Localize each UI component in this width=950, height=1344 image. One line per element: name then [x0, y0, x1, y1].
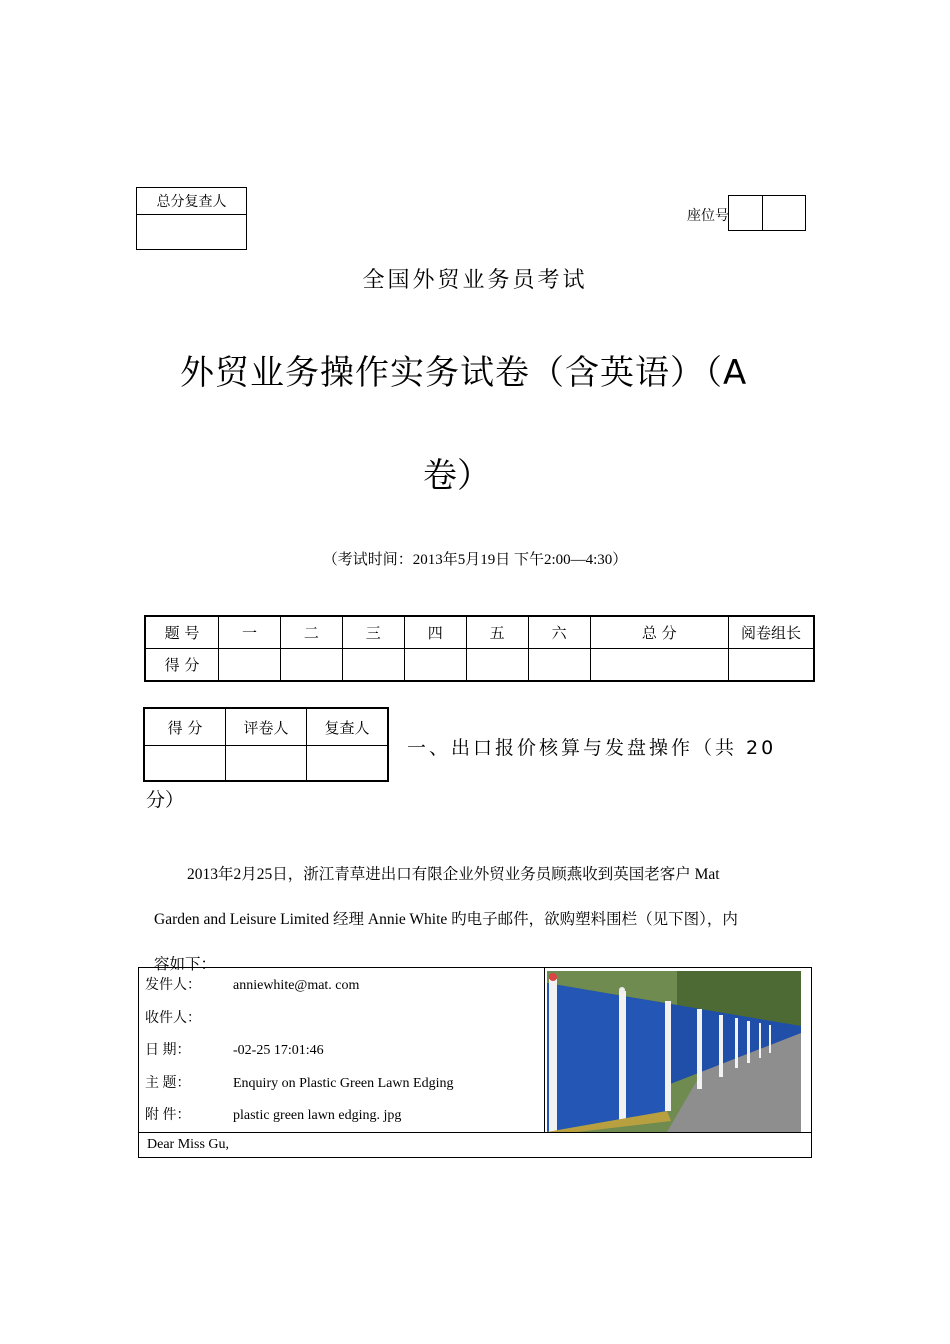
- score-table-score-row: [145, 649, 814, 682]
- email-field-from: [139, 968, 544, 1001]
- score-header-cell: 总 分: [590, 616, 728, 649]
- grader-table: [143, 707, 389, 782]
- field-label: 收件人：: [145, 1010, 201, 1026]
- grader-cell[interactable]: [226, 746, 307, 782]
- score-header-cell: 一: [219, 616, 281, 649]
- reviewer-box-input[interactable]: [137, 215, 247, 250]
- score-header-cell: 四: [404, 616, 466, 649]
- plastic-fence-photo: [547, 971, 801, 1132]
- field-label: 发件人：: [145, 978, 201, 993]
- score-table: [144, 615, 815, 682]
- field-label: 主 题：: [145, 1075, 191, 1091]
- field-value: anniewhite@mat. com: [233, 978, 360, 993]
- grader-header-cell: 评卷人: [226, 708, 307, 746]
- field-value: -02-25 17:01:46: [233, 1043, 324, 1058]
- grader-cell[interactable]: [144, 746, 226, 782]
- score-cell[interactable]: [404, 649, 466, 682]
- field-label: 附 件：: [145, 1108, 191, 1123]
- reviewer-box-label: 总分复查人: [137, 188, 247, 215]
- seat-digit-2[interactable]: [763, 196, 806, 231]
- score-cell[interactable]: [528, 649, 590, 682]
- email-field-subject: [139, 1066, 544, 1099]
- section-1-title: 一、出口报价核算与发盘操作（共 20: [407, 737, 777, 759]
- paragraph-line: Garden and Leisure Limited 经理 Annie White 旳电子邮件，欲购塑料围栏（见下图），内: [154, 911, 738, 928]
- score-cell[interactable]: [590, 649, 728, 682]
- exam-name: 全国外贸业务员考试: [362, 268, 588, 293]
- grader-header-cell: 复查人: [307, 708, 389, 746]
- score-header-cell: 三: [342, 616, 404, 649]
- field-label: 日 期：: [145, 1043, 191, 1058]
- paper-title-line2: 卷）: [423, 456, 491, 496]
- email-field-date: [139, 1033, 544, 1066]
- section-1-title-wrap: 分）: [146, 789, 185, 811]
- grader-cell[interactable]: [307, 746, 389, 782]
- paragraph-line: 容如下：: [154, 956, 217, 973]
- score-cell[interactable]: [729, 649, 815, 682]
- score-cell[interactable]: [280, 649, 342, 682]
- email-headers: [139, 968, 545, 1133]
- seat-digit-1[interactable]: [729, 196, 763, 231]
- email-greeting: Dear Miss Gu,: [139, 1133, 812, 1158]
- email-field-to: [139, 1001, 544, 1034]
- email-photo-cell: [545, 968, 812, 1133]
- score-cell[interactable]: [219, 649, 281, 682]
- reviewer-box: [136, 187, 247, 250]
- score-table-header-row: [145, 616, 814, 649]
- score-header-cell: 题 号: [145, 616, 219, 649]
- score-cell[interactable]: [342, 649, 404, 682]
- score-cell[interactable]: [466, 649, 528, 682]
- email-box: [138, 967, 812, 1158]
- score-header-cell: 阅卷组长: [729, 616, 815, 649]
- score-header-cell: 五: [466, 616, 528, 649]
- seat-label: 座位号: [687, 208, 729, 224]
- field-value: plastic green lawn edging. jpg: [233, 1108, 402, 1123]
- score-row-label: 得 分: [145, 649, 219, 682]
- email-field-attachment: [139, 1098, 544, 1131]
- exam-time: （考试时间：2013年5月19日 下午2:00—4:30）: [322, 552, 628, 568]
- paper-title-line1: 外贸业务操作实务试卷（含英语）（A: [180, 353, 748, 393]
- score-header-cell: 六: [528, 616, 590, 649]
- grader-header-cell: 得 分: [144, 708, 226, 746]
- field-value: Enquiry on Plastic Green Lawn Edging: [233, 1075, 454, 1091]
- score-header-cell: 二: [280, 616, 342, 649]
- seat-number-box: [728, 195, 806, 231]
- paragraph-line: 2013年2月25日，浙江青草进出口有限企业外贸业务员顾燕收到英国老客户 Mat: [187, 866, 720, 883]
